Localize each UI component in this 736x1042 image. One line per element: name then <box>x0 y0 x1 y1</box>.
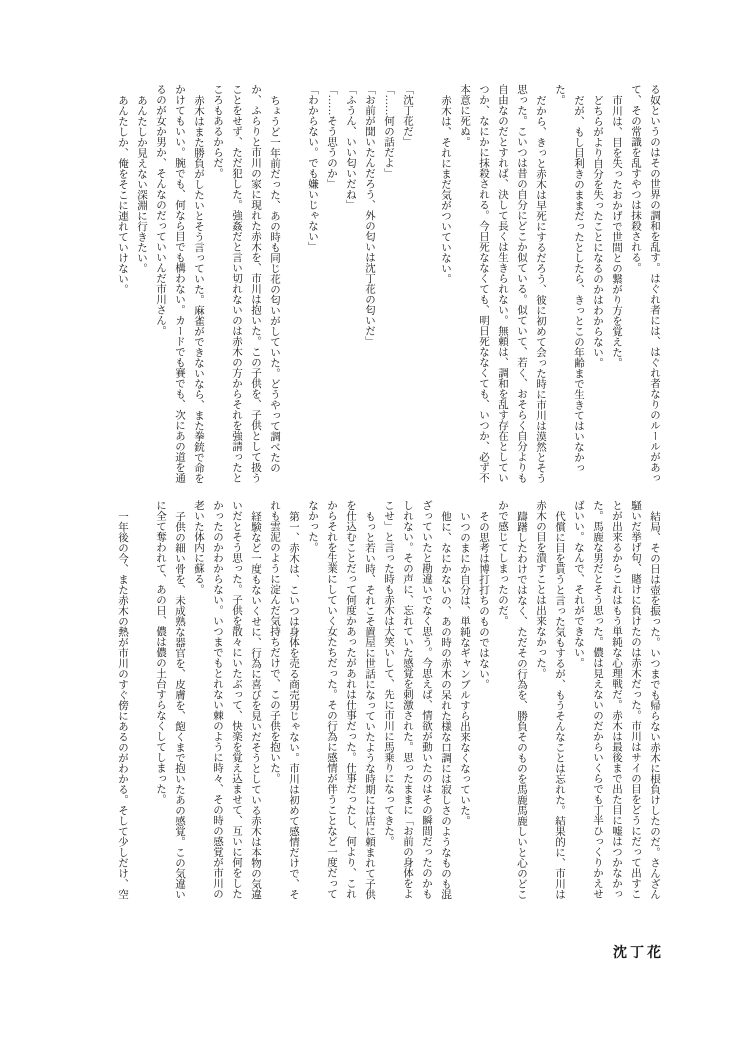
paragraph: 代償に目を貰うと言った気もするが、もうそんなことは忘れた。結果的に、市川は赤木の目を潰すことは出来なかった。 <box>535 500 565 899</box>
dialogue-line: 「……そう思うのか」 <box>326 84 337 189</box>
paragraph: 子供の細い骨を、未成熟な器官を、皮膚を、飽くまで抱いたあの感覚。この気違いに全て奪われて、あの日、儂は儂の土台すらなくしてしまった。 <box>155 500 185 899</box>
paragraph: いつのまにか自分は、単純なギャンブルすら出来なくなっていた。 <box>459 510 470 826</box>
paragraph: 第一、赤木は、こいつは身体を売る商売男じゃない。市川は初めて感情だけで、それも雲泥のように淀んだ気持ちだけで、この子供を抱いた。 <box>269 500 299 899</box>
paragraph: だが、もし目利きのままだったとしたら、きっとこの年齢まで生きてはいなかった。 <box>554 84 584 473</box>
dialogue-line: 「ふうん、いい匂いだね」 <box>345 84 356 210</box>
paragraph: 一年後の今、また赤木の熱が市川のすぐ傍にあるのがわかる。そして少しだけ、空 <box>117 510 128 899</box>
dialogue-line: 「わからない。でも嫌いじゃない」 <box>307 84 318 252</box>
paragraph: 結局、その日は壺を振った。いつまでも帰らない赤木に根負けしたのだ。さんざん騒いだ挙げ句、賭けに負けたのは赤木だった。市川はサイの目をどうにだって出すことが出来るからこれはもう単純な心理戦だ。赤木は最後まで出た目に嘘はつかなかった。馬鹿な男だとそう思った。儂は見えないのだからいくらでも丁半ひっくりかえせばいい。なんで、それができない。 <box>573 500 660 899</box>
paragraph: る奴というのはその世界の調和を乱す。はぐれ者には、はぐれ者なりのルールがあって、その常識を乱すやつは抹殺される。 <box>630 84 660 483</box>
paragraph: ちょうど一年前だった、あの時も同じ花の匂いがしていた。どうやって調べたのか、ふらりと市川の家に現れた赤木を、市川は抱いた。この子供を、子供として扱うことをせず、ただ犯した。強姦だと言い切れないのは赤木の方からそれを強請ったところもあるからだ。 <box>212 84 280 483</box>
paragraph: 赤木は、それにまだ気がついていない。 <box>440 94 451 284</box>
paragraph: あんたしか見えない深淵に行きたい。 <box>136 94 147 273</box>
story-title: 沈丁花 <box>613 946 664 961</box>
paragraph: 赤木はまた勝負がしたいとそう言っていた。麻雀ができないなら、また拳銃で命をかけてもいい。腕でも、何なら目でも構わない。カードでも賽でも、次にあの道を通るのが女か男か、そんなのだっていいんだ市川さん。 <box>155 84 204 483</box>
bottom-text-block <box>74 500 664 900</box>
paragraph: その思考は博打打ちのものではない。 <box>478 510 489 689</box>
paragraph: だから、きっと赤木は早死にするだろう、彼に初めて会った時に市川は漠然とそう思った。こいつは昔の自分にどこか似ている。似ていて、若く、おそらく自分よりも自由なのだとすれば、決して長くは生きられない。無頼は、調和を乱す存在としていつか、なにかに抹殺される。今日死ななくても、明日死ななくても、いつか、必ず不本意に死ぬ。 <box>459 84 546 483</box>
dialogue-line: 「沈丁花だ」 <box>402 84 413 147</box>
paragraph: 市川は、目を失ったおかげで世間との繋がり方を覚えた。 <box>611 94 622 368</box>
dialogue-line: 「お前が聞いたんだろう、外の匂いは沈丁花の匂いだ」 <box>364 84 375 347</box>
top-text-block <box>74 84 664 484</box>
dialogue-line: 「……何の話だよ」 <box>383 84 394 179</box>
paragraph: もっと若い時、それこそ置屋に世話になっていたような時期には店に頼まれて子供を仕込むことだって何度かあったがあれは仕事だった。仕事だったし、何より、これからそれを生業にしていく女たちだった。その行為に感情が伴うことなど一度だってなかった。 <box>307 500 375 899</box>
paragraph: あんたしか、俺をそこに連れていけない。 <box>117 94 128 294</box>
paragraph: 経験など一度もないくせに、行為に喜びを見いだそうとしている赤木は本物の気違いだとそう思った。子供を散々にいたぶって、快楽を覚え込ませて、互いに何をしたかったのかわからない。いつまでもとれない棘のように時々、その時の感覚が市川の老いた体内に蘇る。 <box>193 500 261 899</box>
paragraph: どちらがより自分を失ったことになるのかはわからない。 <box>592 94 603 368</box>
paragraph: 躊躇したわけではなく、ただその行為を、勝負そのものを馬鹿馬鹿しいと心のどこかで感じてしまったのだ。 <box>497 500 527 899</box>
paragraph: 他に、なにかないの、あの時の赤木の呆れた様な口調には寂しさのようなものも混ざっていたと勘違いでなく思う。今思えば、情欲が動いたのはその瞬間だったのかもしれない。その声に、忘れていた感覚を刺激された。思ったままに「お前の身体をよこせ」と言った時も赤木は大笑いして、先に市川に馬乗りになってきた。 <box>383 500 451 899</box>
